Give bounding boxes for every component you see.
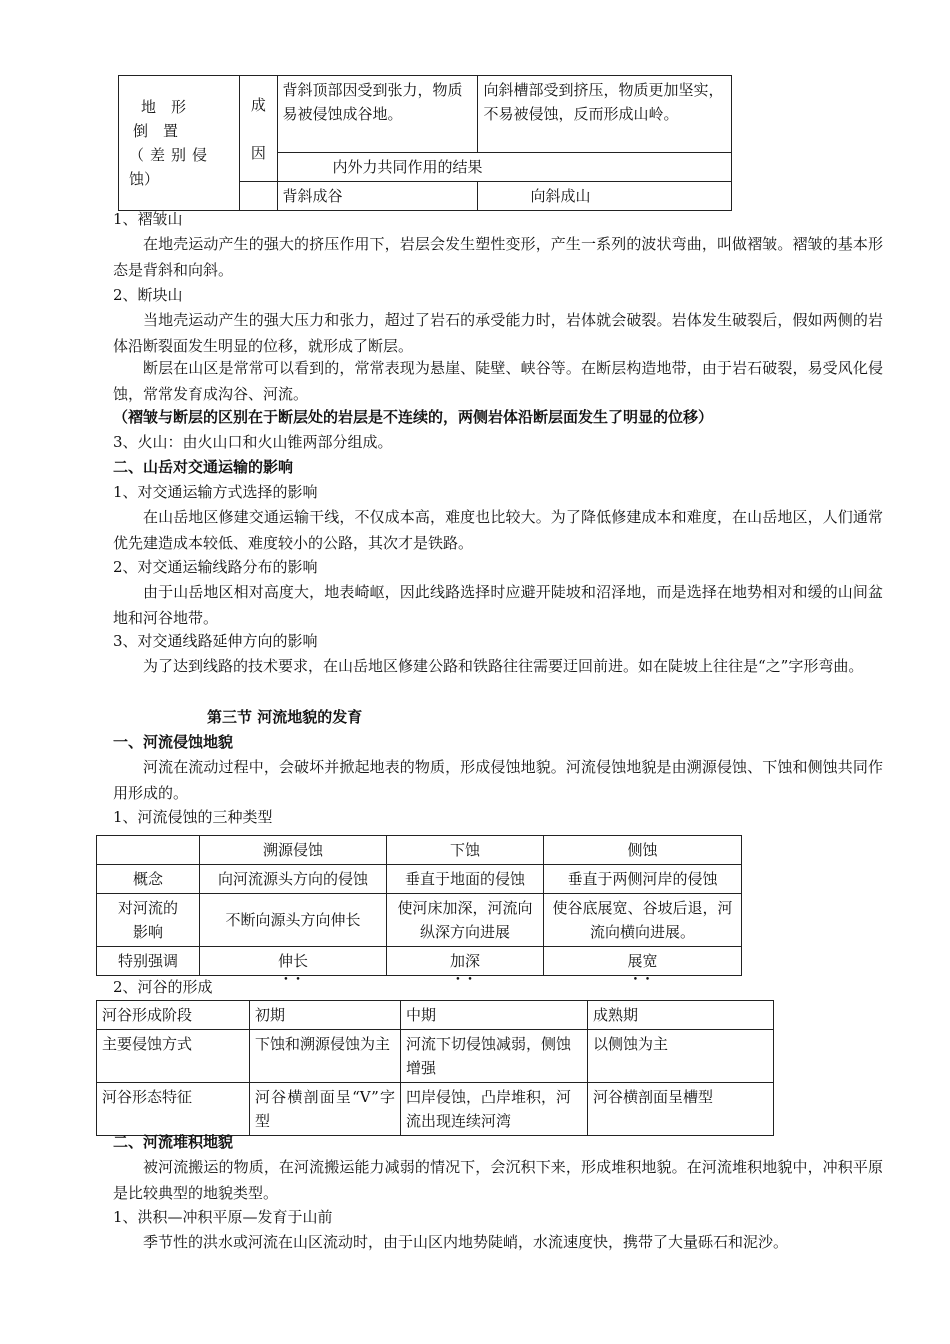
heading-river-deposition: 二、河流堆积地貌 bbox=[113, 1133, 234, 1151]
concept-headward: 向河流源头方向的侵蚀 bbox=[200, 865, 387, 894]
cause-line1: 成 bbox=[250, 95, 266, 114]
heading-mountain-transport: 二、山岳对交通运输的影响 bbox=[113, 458, 294, 476]
impact-label bbox=[97, 894, 200, 947]
table3-header-2: 中期 bbox=[401, 1001, 588, 1030]
table2-header-0 bbox=[97, 836, 200, 865]
valley-formation-table bbox=[96, 1000, 774, 1136]
erosion-mode-early: 下蚀和溯源侵蚀为主 bbox=[250, 1030, 401, 1083]
impact-label-line1: 对河流的 bbox=[117, 899, 178, 917]
emphasis-lateral-cell bbox=[544, 947, 742, 976]
cause-line2: 因 bbox=[250, 143, 266, 162]
heading-volcano: 3、火山：由火山口和火山锥两部分组成。 bbox=[113, 433, 393, 451]
cause-cell bbox=[240, 76, 277, 182]
heading-valley-formation: 2、河谷的形成 bbox=[113, 978, 213, 996]
erosion-mode-label: 主要侵蚀方式 bbox=[97, 1030, 250, 1083]
table2-header-2: 下蚀 bbox=[387, 836, 544, 865]
row-label-line1: 地 形 bbox=[141, 98, 187, 116]
row-label-line2: 倒 置 bbox=[133, 122, 179, 140]
paragraph-transport-mode: 在山岳地区修建交通运输干线，不仅成本高，难度也比较大。为了降低修建成本和难度，在山岳地区，人们通常优先建造成本较低、难度较小的公路，其次才是铁路。 bbox=[113, 508, 883, 552]
paragraph-river-erosion: 河流在流动过程中，会破坏并掀起地表的物质，形成侵蚀地貌。河流侵蚀地貌是由溯源侵蚀、下蚀和侧蚀共同作用形成的。 bbox=[113, 758, 883, 802]
emphasis-headward: 伸长 • • bbox=[278, 952, 308, 970]
heading-fault-block-mountain: 2、断块山 bbox=[113, 286, 183, 304]
concept-lateral: 垂直于两侧河岸的侵蚀 bbox=[544, 865, 742, 894]
heading-river-erosion: 一、河流侵蚀地貌 bbox=[113, 733, 234, 751]
paragraph-river-deposition: 被河流搬运的物质，在河流搬运能力减弱的情况下，会沉积下来，形成堆积地貌。在河流堆积地貌中，冲积平原是比较典型的地貌类型。 bbox=[113, 1158, 883, 1202]
heading-route-distribution: 2、对交通运输线路分布的影响 bbox=[113, 558, 318, 576]
heading-alluvial-plain: 1、洪积—冲积平原—发育于山前 bbox=[113, 1208, 333, 1226]
table3-header-0: 河谷形成阶段 bbox=[97, 1001, 250, 1030]
paragraph-route-distribution: 由于山岳地区相对高度大，地表崎岖，因此线路选择时应避开陡坡和沼泽地，而是选择在地势相对和缓的山间盆地和河谷地带。 bbox=[113, 583, 883, 627]
table3-header-3: 成熟期 bbox=[588, 1001, 774, 1030]
table2-header-1: 溯源侵蚀 bbox=[200, 836, 387, 865]
impact-lateral: 使谷底展宽、谷坡后退，河流向横向进展。 bbox=[544, 894, 742, 947]
erosion-mode-middle: 河流下切侵蚀减弱，侧蚀增强 bbox=[401, 1030, 588, 1083]
paragraph-fold: 在地壳运动产生的强大的挤压作用下，岩层会发生塑性变形，产生一系列的波状弯曲，叫做褶皱。褶皱的基本形态是背斜和向斜。 bbox=[113, 235, 883, 279]
row-label-line4: 蚀） bbox=[129, 170, 160, 188]
valley-shape-mature: 河谷横剖面呈槽型 bbox=[588, 1083, 774, 1136]
emphasis-lateral: 展宽 • • bbox=[627, 952, 657, 970]
paragraph-alluvial-plain: 季节性的洪水或河流在山区流动时，由于山区内地势陡峭，水流速度快，携带了大量砾石和泥沙。 bbox=[143, 1233, 789, 1251]
impact-headward: 不断向源头方向伸长 bbox=[200, 894, 387, 947]
emphasis-label: 特别强调 bbox=[97, 947, 200, 976]
row-label-line3: （差别侵 bbox=[129, 146, 214, 164]
table3-header-1: 初期 bbox=[250, 1001, 401, 1030]
heading-fold-mountain: 1、褶皱山 bbox=[113, 210, 183, 228]
valley-shape-label: 河谷形态特征 bbox=[97, 1083, 250, 1136]
anticline-result-cell: 背斜成谷 bbox=[277, 182, 478, 211]
impact-downcutting: 使河床加深，河流向纵深方向进展 bbox=[387, 894, 544, 947]
impact-label-line2: 影响 bbox=[132, 923, 163, 941]
syncline-cause-cell: 向斜槽部受到挤压，物质更加坚实，不易被侵蚀，反而形成山岭。 bbox=[478, 76, 732, 153]
erosion-types-table bbox=[96, 835, 742, 976]
combined-cell: 内外力共同作用的结果 bbox=[277, 153, 731, 182]
heading-route-direction: 3、对交通线路延伸方向的影响 bbox=[113, 632, 318, 650]
row-label-cell bbox=[119, 76, 240, 211]
erosion-mode-mature: 以侧蚀为主 bbox=[588, 1030, 774, 1083]
anticline-cause-cell: 背斜顶部因受到张力，物质易被侵蚀成谷地。 bbox=[277, 76, 478, 153]
note-fold-vs-fault: （褶皱与断层的区别在于断层处的岩层是不连续的，两侧岩体沿断层面发生了明显的位移） bbox=[113, 408, 714, 426]
emphasis-downcutting: 加深 • • bbox=[450, 952, 480, 970]
empty-cell bbox=[240, 182, 277, 211]
valley-shape-middle: 凹岸侵蚀，凸岸堆积，河流出现连续河湾 bbox=[401, 1083, 588, 1136]
emphasis-downcutting-cell bbox=[387, 947, 544, 976]
paragraph-fault-2: 断层在山区是常常可以看到的，常常表现为悬崖、陡壁、峡谷等。在断层构造地带，由于岩石破裂，易受风化侵蚀，常常发育成沟谷、河流。 bbox=[113, 359, 883, 403]
emphasis-headward-cell bbox=[200, 947, 387, 976]
paragraph-route-direction: 为了达到线路的技术要求，在山岳地区修建公路和铁路往往需要迂回前进。如在陡坡上往往是“之”字形弯曲。 bbox=[143, 657, 864, 675]
section-title: 第三节 河流地貌的发育 bbox=[207, 708, 363, 726]
heading-transport-mode: 1、对交通运输方式选择的影响 bbox=[113, 483, 318, 501]
concept-label: 概念 bbox=[97, 865, 200, 894]
landform-inversion-table bbox=[118, 75, 732, 211]
valley-shape-early: 河谷横剖面呈“V”字型 bbox=[250, 1083, 401, 1136]
paragraph-fault-1: 当地壳运动产生的强大压力和张力，超过了岩石的承受能力时，岩体就会破裂。岩体发生破裂后，假如两侧的岩体沿断裂面发生明显的位移，就形成了断层。 bbox=[113, 311, 883, 355]
concept-downcutting: 垂直于地面的侵蚀 bbox=[387, 865, 544, 894]
syncline-result-cell: 向斜成山 bbox=[478, 182, 732, 211]
heading-erosion-types: 1、河流侵蚀的三种类型 bbox=[113, 808, 273, 826]
table2-header-3: 侧蚀 bbox=[544, 836, 742, 865]
